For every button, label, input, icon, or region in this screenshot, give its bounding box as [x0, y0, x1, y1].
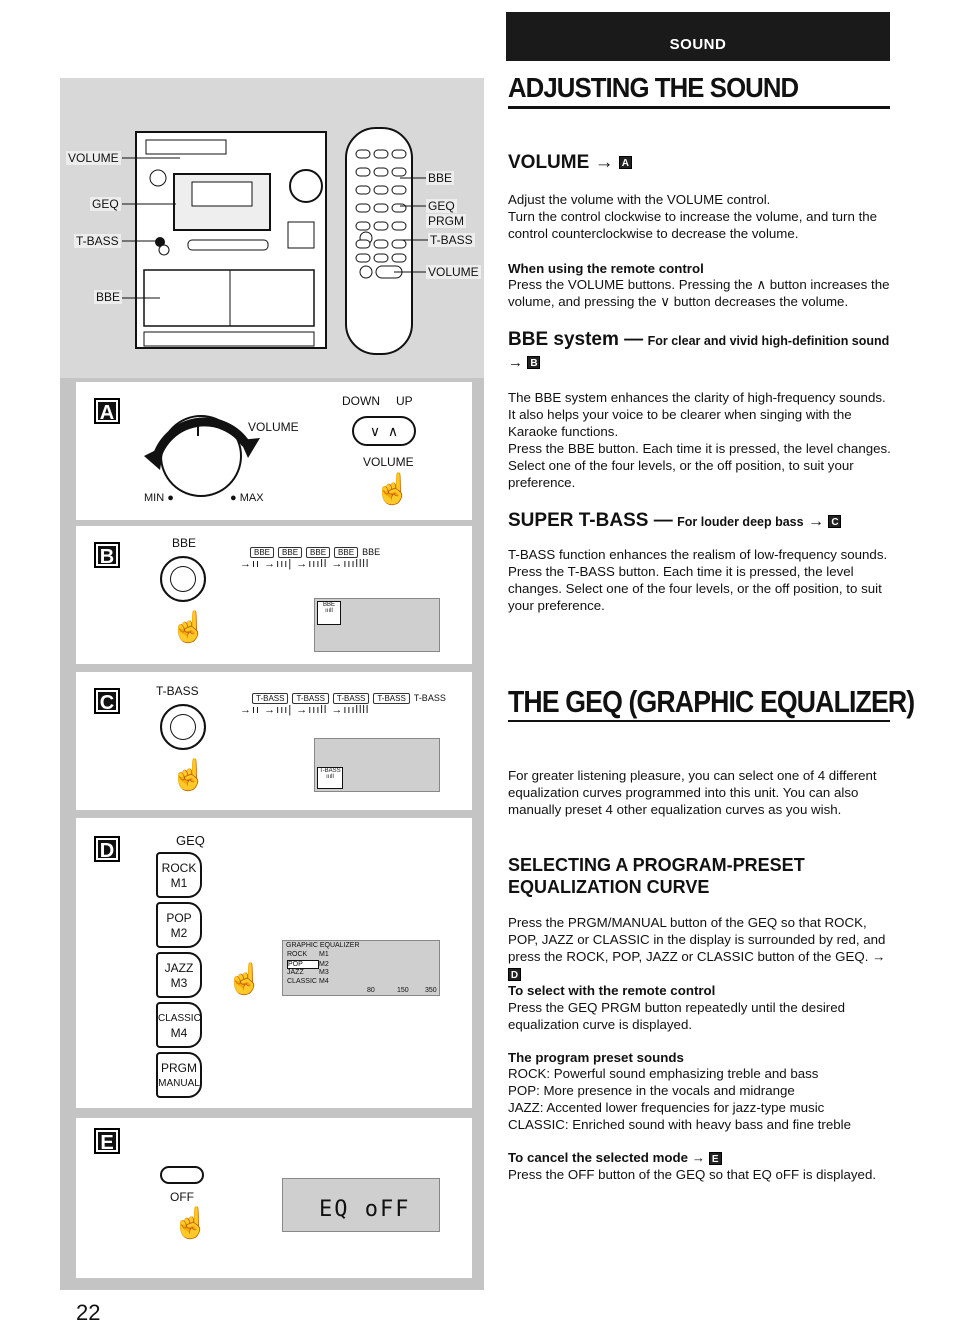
panel-e-tag: E	[94, 1128, 120, 1154]
ref-d-tag: D	[508, 968, 521, 981]
geq-display-row: JAZZ M3	[287, 969, 329, 976]
title-rule	[508, 106, 890, 109]
ref-c-tag: C	[828, 515, 841, 528]
tbass-body: T-BASS function enhances the realism of low-frequency sounds. Press the T-BASS button. Each time it is pressed, the level changes. Select one of the four levels, or the off position, to suit your preference.	[508, 547, 888, 613]
panel-d-tag: D	[94, 836, 120, 862]
ref-a-tag: A	[619, 156, 632, 169]
ref-e-tag: E	[709, 1152, 722, 1165]
volume-remote-title: When using the remote control	[508, 261, 704, 276]
tbass-button-label: T-BASS	[156, 684, 199, 698]
geq-label: GEQ	[176, 833, 205, 848]
remote-label-prgm: PRGM	[428, 214, 464, 228]
panel-b	[76, 526, 472, 664]
press-hand-icon: ☝	[170, 759, 208, 792]
geq-cancel-body: Press the OFF button of the GEQ so that EQ oFF is displayed.	[508, 1167, 877, 1182]
device-illustration	[60, 78, 484, 378]
geq-cancel-title: To cancel the selected mode → E	[508, 1149, 722, 1166]
preset-rock: ROCK: Powerful sound emphasizing treble and bass	[508, 1066, 819, 1081]
section-header-bar	[506, 12, 890, 61]
bbe-level-cycle: →ıı →ııı| →ıııll →ıııllll	[240, 558, 370, 570]
bbe-heading: BBE system — For clear and vivid high-definition sound → B	[508, 329, 890, 371]
device-label-volume: VOLUME	[68, 151, 119, 165]
knob-max-label: ● MAX	[230, 492, 264, 504]
tbass-button[interactable]	[160, 704, 206, 750]
remote-up-label: UP	[396, 394, 413, 408]
volume-remote-body: Press the VOLUME buttons. Pressing the ∧ button increases the volume, and pressing the ∨ button decreases the volume.	[508, 277, 890, 309]
eq-off-display	[282, 1178, 440, 1232]
geq-button-classic[interactable]: CLASSIC M4	[156, 1002, 202, 1048]
press-hand-icon: ☝	[170, 611, 208, 644]
knob-min-label: MIN ●	[144, 492, 174, 504]
geq-presets	[508, 1065, 892, 1133]
geq-display-row: CLASSIC M4	[287, 978, 329, 985]
remote-volume-rocker[interactable]: ∨ ∧	[352, 416, 416, 446]
geq-button-rock[interactable]: ROCK M1	[156, 852, 202, 898]
tbass-level-cycle: →ıı →ııı| →ıııll →ıııllll	[240, 704, 370, 716]
bbe-button-label: BBE	[172, 536, 197, 550]
page-title: ADJUSTING THE SOUND	[508, 72, 799, 103]
device-label-geq: GEQ	[92, 197, 119, 211]
tbass-display-indicator: T-BASS ıııll	[317, 767, 343, 789]
geq-remote-title: To select with the remote control	[508, 983, 716, 998]
remote-down-label: DOWN	[342, 394, 380, 408]
geq-remote-body: Press the GEQ PRGM button repeatedly until the desired equalization curve is displayed.	[508, 1000, 846, 1032]
geq-preset-title: The program preset sounds	[508, 1050, 684, 1065]
preset-jazz: JAZZ: Accented lower frequencies for jazz-type music	[508, 1100, 825, 1115]
off-label: OFF	[170, 1190, 194, 1204]
press-hand-icon: ☝	[226, 963, 264, 996]
panel-c	[76, 672, 472, 810]
volume-heading: VOLUME → A	[508, 152, 632, 174]
ref-b-tag: B	[527, 356, 540, 369]
geq-intro: For greater listening pleasure, you can select one of 4 different equalization curves programmed into this unit. You can also manually preset 4 other equalization curves as you wish.	[508, 768, 877, 817]
knob-volume-label: VOLUME	[248, 420, 299, 434]
remote-volume-label: VOLUME	[363, 455, 414, 469]
remote-label-tbass: T-BASS	[430, 233, 473, 247]
section-label: SOUND	[669, 36, 727, 53]
preset-pop: POP: More presence in the vocals and midrange	[508, 1083, 795, 1098]
geq-display-row: ROCK M1	[287, 951, 329, 958]
panel-d	[76, 818, 472, 1108]
freq-150: 150	[397, 987, 409, 994]
volume-body: Adjust the volume with the VOLUME control. Turn the control clockwise to increase the volume, and turn the control counterclockwise to decrease the volume.	[508, 192, 878, 241]
bbe-display-indicator: BBE ıııll	[317, 601, 341, 625]
freq-350: 350	[425, 987, 437, 994]
geq-button-prgm[interactable]: PRGM MANUAL	[156, 1052, 202, 1098]
tbass-heading: SUPER T-BASS — For louder deep bass → C	[508, 510, 841, 532]
geq-display-title: GRAPHIC EQUALIZER	[286, 942, 360, 949]
device-label-tbass: T-BASS	[76, 234, 119, 248]
geq-select-body: Press the PRGM/MANUAL button of the GEQ so that ROCK, POP, JAZZ or CLASSIC in the display is surrounded by red, and press the ROCK, POP, JAZZ or CLASSIC button of the GEQ. → D	[508, 915, 886, 981]
eq-off-text: EQ oFF	[319, 1197, 411, 1222]
remote-label-geq: GEQ	[428, 199, 455, 213]
off-button[interactable]	[160, 1166, 204, 1184]
bbe-body: The BBE system enhances the clarity of high-frequency sounds. It also helps your voice to be clearer when singing with the Karaoke functions. Press the BBE button. Each time it is pressed, the level changes. Select one of the four levels, or the off position, to suit your preference.	[508, 390, 891, 490]
panel-c-tag: C	[94, 688, 120, 714]
panel-a-tag: A	[94, 398, 120, 424]
geq-button-pop[interactable]: POP M2	[156, 902, 202, 948]
panel-a	[76, 382, 472, 520]
stereo-unit-drawing	[60, 78, 484, 378]
remote-label-volume: VOLUME	[428, 265, 479, 279]
press-hand-icon: ☝	[172, 1207, 210, 1240]
panel-e	[76, 1118, 472, 1278]
bbe-display	[314, 598, 440, 652]
remote-label-bbe: BBE	[428, 171, 453, 185]
page-number: 22	[76, 1300, 101, 1325]
geq-display-row: POP M2	[288, 961, 329, 968]
tbass-level-row: T-BASS T-BASS T-BASS T-BASS T-BASS	[252, 688, 446, 706]
press-hand-icon: ☝	[374, 473, 412, 506]
device-label-bbe: BBE	[96, 290, 121, 304]
geq-title: THE GEQ (GRAPHIC EQUALIZER)	[508, 684, 915, 719]
geq-button-jazz[interactable]: JAZZ M3	[156, 952, 202, 998]
geq-display	[282, 940, 440, 996]
freq-80: 80	[367, 987, 375, 994]
bbe-level-row: BBE BBE BBE BBE BBE	[250, 542, 380, 560]
bbe-button[interactable]	[160, 556, 206, 602]
tbass-display	[314, 738, 440, 792]
geq-select-heading: SELECTING A PROGRAM-PRESET EQUALIZATION CURVE	[508, 855, 805, 897]
geq-title-rule	[508, 720, 890, 722]
panel-b-tag: B	[94, 542, 120, 568]
preset-classic: CLASSIC: Enriched sound with heavy bass and fine treble	[508, 1117, 851, 1132]
